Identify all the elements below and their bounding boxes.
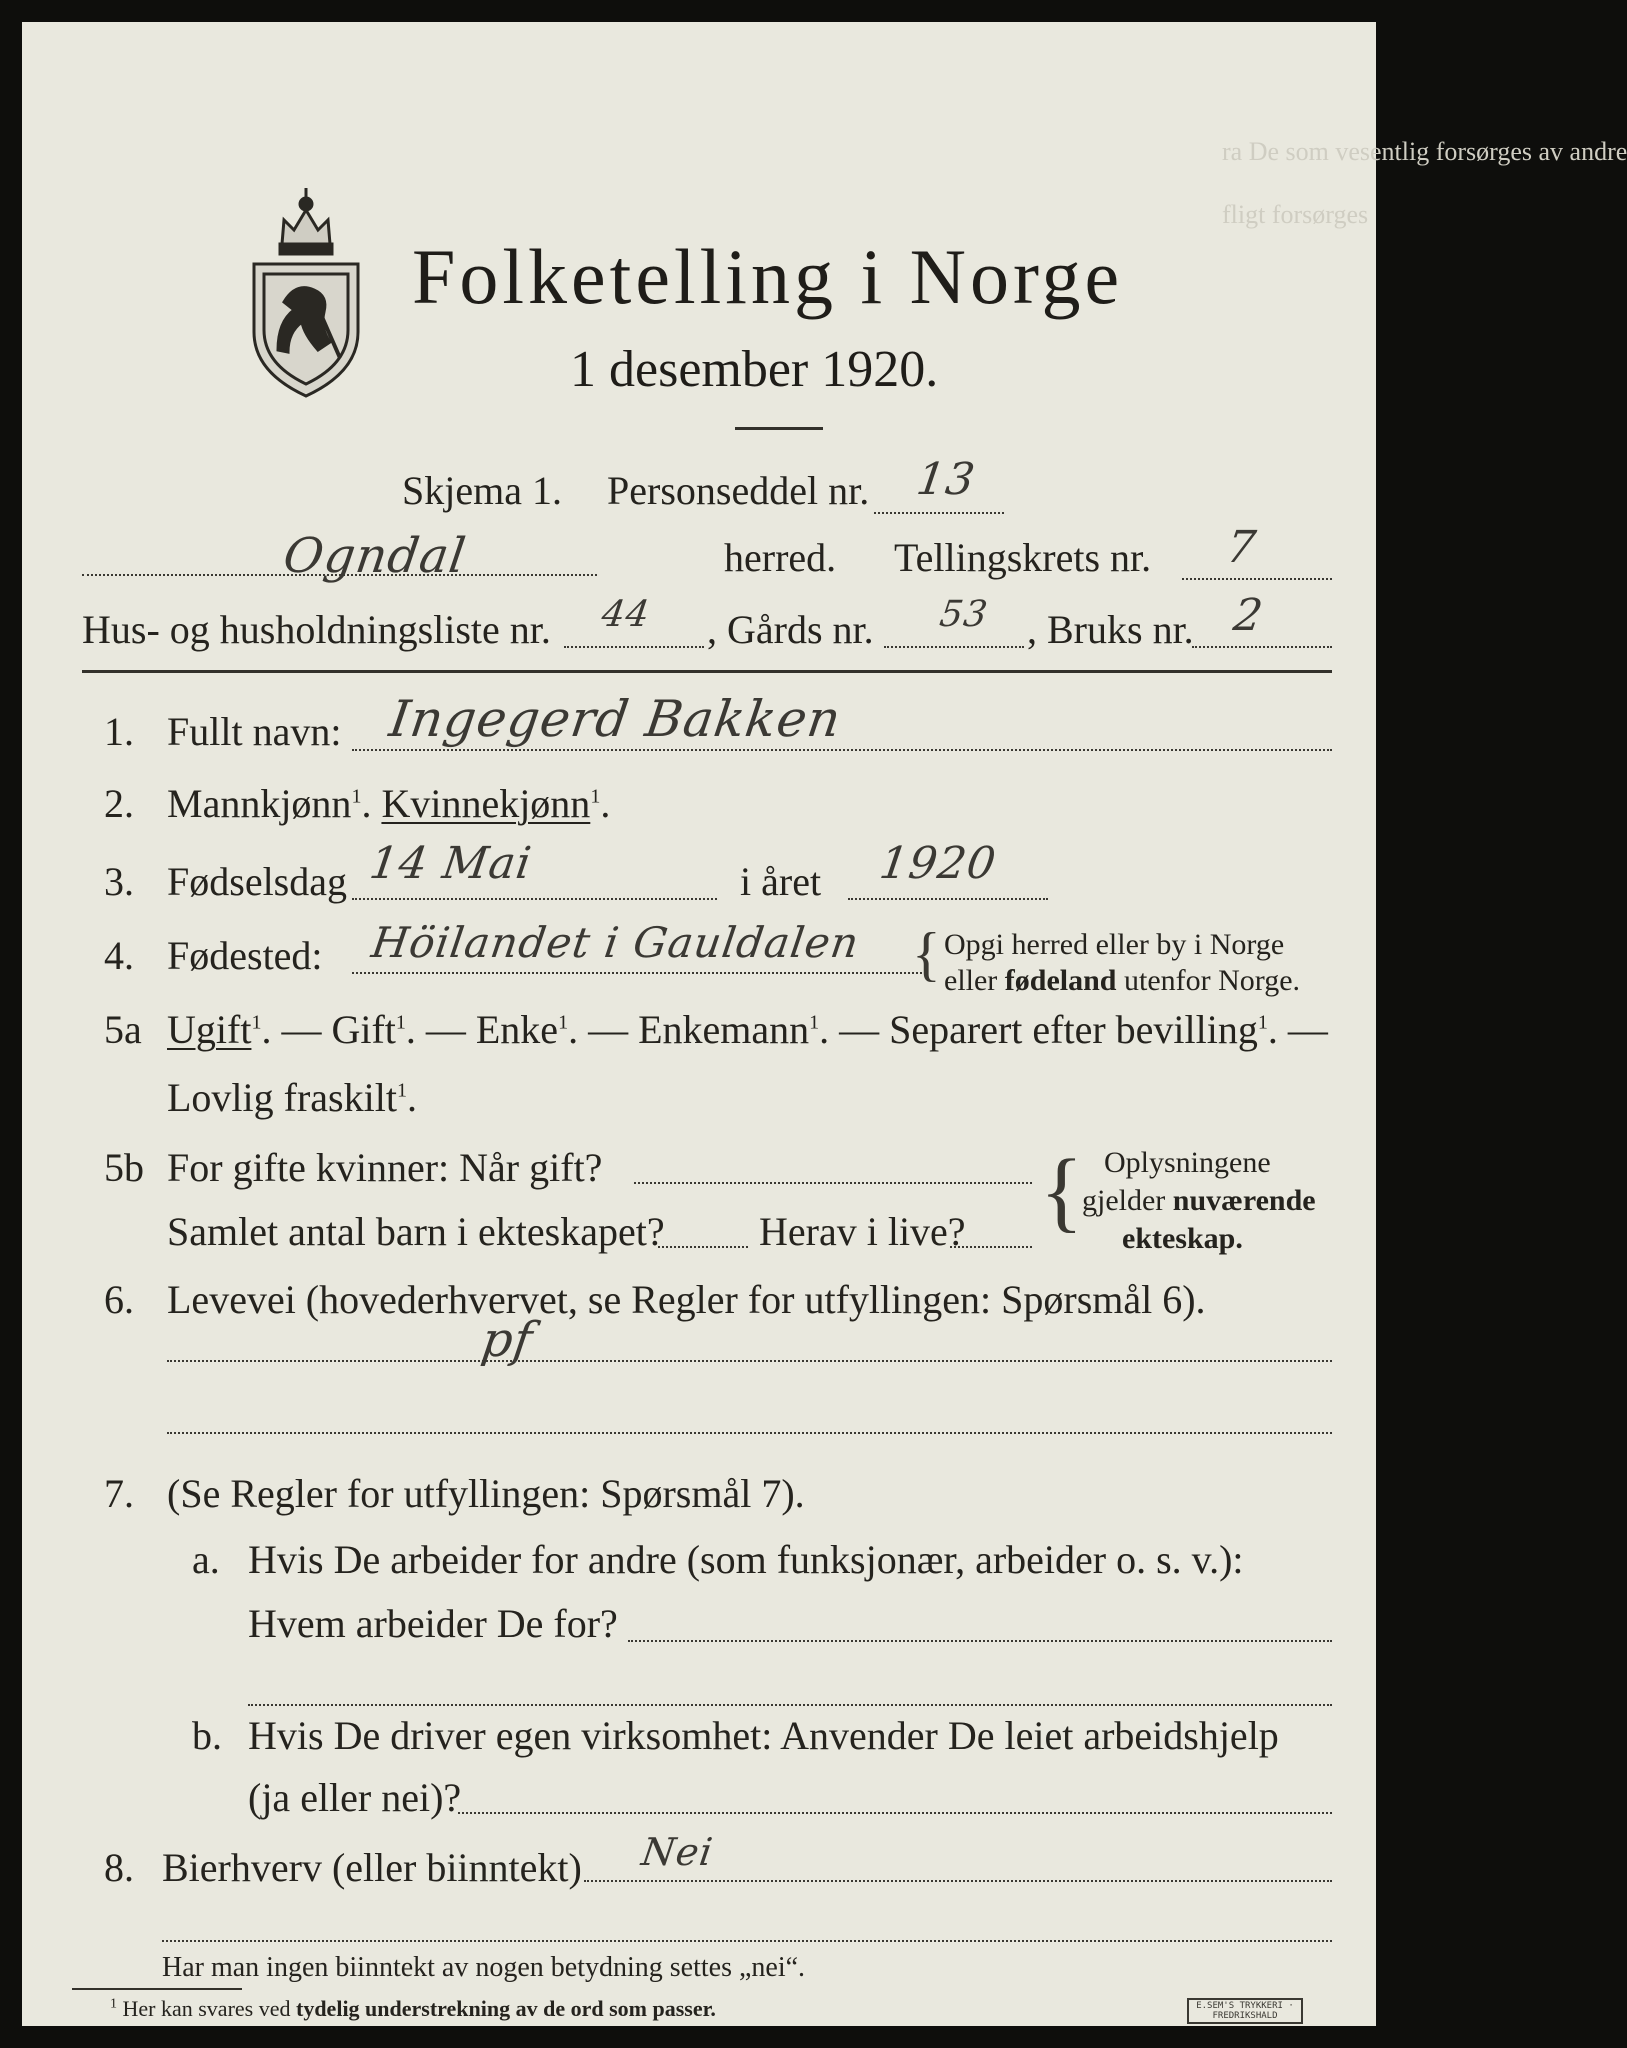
q7b-label-2: (ja eller nei)? [248, 1775, 462, 1820]
q8-line-1 [584, 1880, 1332, 1882]
gards-value: 53 [937, 594, 991, 635]
q5b-note-3: ekteskap. [1122, 1222, 1243, 1255]
q5b-number: 5b [104, 1145, 144, 1190]
norwegian-coat-of-arms-icon [244, 182, 369, 406]
header-rule [82, 670, 1332, 673]
bruks-label: , Bruks nr. [1027, 607, 1194, 652]
q8-line-2 [162, 1940, 1332, 1942]
q7-label: (Se Regler for utfyllingen: Spørsmål 7). [167, 1471, 805, 1516]
q1-number: 1. [104, 709, 134, 754]
printer-stamp: E.SEM'S TRYKKERI · FREDRIKSHALD [1187, 1998, 1303, 2024]
q8-value: Nei [638, 1830, 716, 1874]
tellingskrets-value: 7 [1223, 522, 1260, 573]
q2-male: Mannkjønn [167, 781, 352, 826]
q2-sup: 1 [351, 785, 362, 808]
q5b-barn-label: Samlet antal barn i ekteskapet? [167, 1209, 665, 1254]
q3-year-value: 1920 [876, 838, 1000, 889]
personseddel-label: Personseddel nr. [607, 468, 870, 513]
q5b-barn-line [658, 1246, 748, 1248]
q2-sep: . [361, 781, 372, 826]
form-date: 1 desember 1920. [570, 341, 939, 398]
census-form-page [22, 22, 1627, 2026]
q3-year-line [848, 898, 1048, 900]
q2-number: 2. [104, 781, 134, 826]
q6-line-1 [167, 1360, 1332, 1362]
q5b-line [634, 1182, 1032, 1184]
footnote-rule [72, 1988, 242, 1990]
tellingskrets-label: Tellingskrets nr. [894, 535, 1152, 580]
bruks-line [1192, 646, 1332, 648]
bleed-through-text: ra De som vesentlig forsørges av andre [1222, 137, 1627, 166]
q2-sup: 1 [590, 785, 601, 808]
q7-number: 7. [104, 1471, 134, 1516]
q5b-label: For gifte kvinner: Når gift? [167, 1145, 603, 1190]
hus-line [564, 646, 704, 648]
q7a-label-2: Hvem arbeider De for? [248, 1601, 618, 1646]
form-title: Folketelling i Norge [412, 233, 1124, 320]
q6-label: Levevei (hovederhvervet, se Regler for utfyllingen: Spørsmål 6). [167, 1277, 1206, 1322]
q3-year-label: i året [740, 859, 822, 904]
tellingskrets-line [1182, 578, 1332, 580]
q1-label: Fullt navn: [167, 709, 342, 754]
q7a-line-1 [628, 1640, 1332, 1642]
personseddel-line [874, 512, 1004, 514]
q8-number: 8. [104, 1845, 134, 1890]
q6-number: 6. [104, 1277, 134, 1322]
q5a-gift: — Gift [281, 1007, 396, 1052]
q7b-label: Hvis De driver egen virksomhet: Anvender De leiet arbeidshjelp [248, 1713, 1279, 1758]
herred-label: herred. [724, 535, 837, 580]
q4-note-1: Opgi herred eller by i Norge [944, 928, 1285, 961]
q5a-enke: — Enke [425, 1007, 559, 1052]
q5b-note-2: gjelder nuværende [1082, 1184, 1316, 1217]
personseddel-value: 13 [913, 454, 979, 505]
q7a-number: a. [192, 1537, 220, 1582]
q6-line-2 [167, 1432, 1332, 1434]
q1-line [352, 749, 1332, 751]
q5b-ilive-line [950, 1246, 1032, 1248]
q7b-number: b. [192, 1713, 222, 1758]
q7b-line [458, 1812, 1332, 1814]
q2-options [167, 780, 610, 827]
q4-label: Fødested: [167, 933, 323, 978]
q7a-label: Hvis De arbeider for andre (som funksjonær, arbeider o. s. v.): [248, 1537, 1244, 1582]
q5a-enkemann: — Enkemann [588, 1007, 810, 1052]
q2-female: Kvinnekjønn [381, 781, 591, 826]
biinntekt-note: Har man ingen biinntekt av nogen betydning settes „nei“. [162, 1952, 806, 1983]
q3-value: 14 Mai [366, 838, 535, 889]
q4-value: Höilandet i Gauldalen [368, 918, 863, 967]
bleed-through-text: fligt forsørges [1222, 200, 1369, 229]
q4-note-2: eller fødeland utenfor Norge. [944, 964, 1301, 997]
q5b-ilive-label: Herav i live? [759, 1209, 966, 1254]
q5a-separert: — Separert efter bevilling [839, 1007, 1258, 1052]
q5b-brace: { [1040, 1142, 1084, 1241]
q5a-number: 5a [104, 1007, 142, 1052]
title-divider [735, 427, 823, 430]
q1-value: Ingegerd Bakken [385, 690, 845, 748]
herred-value: Ogndal [280, 528, 470, 584]
q3-number: 3. [104, 859, 134, 904]
bruks-value: 2 [1230, 590, 1267, 641]
skjema-label: Skjema 1. [402, 468, 562, 513]
q5a-ugift: Ugift [167, 1007, 252, 1052]
q3-line [352, 898, 717, 900]
q5b-note-1: Oplysningene [1104, 1146, 1271, 1179]
q6-value: pf [478, 1312, 537, 1368]
hus-value: 44 [599, 594, 653, 635]
q3-label: Fødselsdag [167, 859, 347, 904]
q4-line [352, 972, 922, 974]
q4-brace: { [912, 921, 941, 987]
q5a-lovlig: Lovlig fraskilt$^1$. [167, 1075, 417, 1120]
gards-line [884, 646, 1024, 648]
q8-label: Bierhverv (eller biinntekt) [162, 1845, 582, 1890]
q2-tail: . [600, 781, 611, 826]
q4-number: 4. [104, 933, 134, 978]
hus-label: Hus- og husholdningsliste nr. [82, 607, 551, 652]
q5a-options: Ugift$^1$. — Gift$^1$. — Enke$^1$. — Enkemann$^1$. — Separert efter bevilling$^1$. — [167, 1007, 1328, 1052]
footnote: $^1$ Her kan svares ved tydelig understrekning av de ord som passer. [110, 1996, 716, 2021]
q7a-line-2 [248, 1704, 1332, 1706]
gards-label: , Gårds nr. [707, 607, 874, 652]
